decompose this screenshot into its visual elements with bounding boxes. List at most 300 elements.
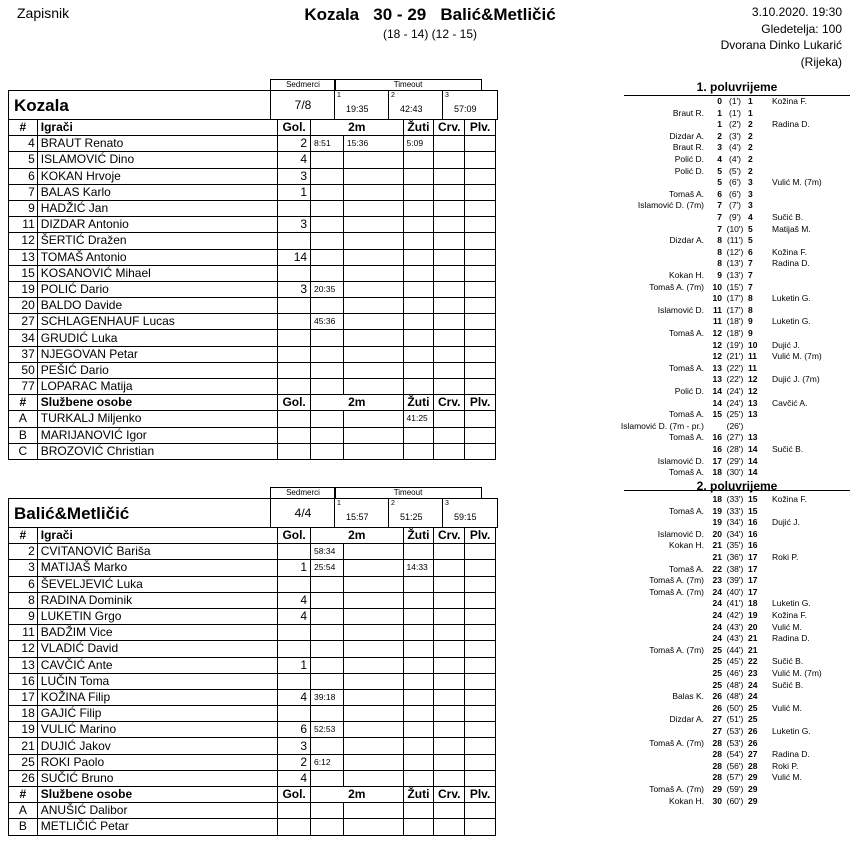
player-row [9, 298, 496, 314]
player-suspension-2 [343, 641, 403, 657]
col-number-header: # [9, 395, 38, 411]
home-score: 26 [712, 691, 722, 702]
home-score: 12 [712, 339, 722, 350]
team-header-box [8, 498, 498, 528]
event-minute: (33') [726, 494, 744, 504]
player-row [9, 673, 496, 689]
player-red [434, 770, 465, 786]
player-name: NJEGOVAN Petar [37, 346, 277, 362]
player-row [9, 689, 496, 705]
player-row [9, 152, 496, 168]
event-minute: (19') [726, 339, 744, 350]
player-suspension-2 [343, 625, 403, 641]
player-suspension-1 [311, 233, 344, 249]
player-suspension-1 [311, 200, 344, 216]
player-number: 13 [9, 249, 38, 265]
away-score: 3 [748, 188, 753, 199]
goal-event [624, 374, 850, 385]
player-name: BALDO Davide [37, 298, 277, 314]
player-suspension-1 [311, 168, 344, 184]
player-blue [465, 657, 496, 673]
home-score: 22 [712, 563, 722, 574]
player-blue [465, 217, 496, 233]
team-name: Balić&Metličić [14, 504, 130, 523]
sevens-label: Sedmerci [270, 79, 336, 90]
col-blue-header: Plv. [465, 787, 496, 803]
player-number: 17 [9, 689, 38, 705]
timeout-time: 15:57 [346, 512, 369, 522]
player-row [9, 249, 496, 265]
player-suspension-1 [311, 217, 344, 233]
player-yellow [403, 689, 434, 705]
player-suspension-2 [343, 770, 403, 786]
event-minute: (17') [726, 304, 744, 315]
match-info [721, 4, 842, 70]
timeout-time: 51:25 [400, 512, 423, 522]
timeout-divider [388, 91, 389, 119]
event-minute: (12') [726, 246, 744, 257]
player-number: 8 [9, 592, 38, 608]
home-scorer: Kokan H. [669, 270, 704, 280]
away-score: 23 [748, 668, 758, 678]
player-row [9, 379, 496, 395]
player-name: ŠEVELJEVIĆ Luka [37, 576, 277, 592]
home-score: 18 [712, 494, 722, 504]
home-score: 28 [712, 772, 722, 783]
player-goals [278, 576, 311, 592]
event-minute: (4') [728, 154, 741, 164]
player-red [434, 265, 465, 281]
player-number: 12 [9, 233, 38, 249]
player-blue [465, 689, 496, 705]
player-suspension-2 [343, 560, 403, 576]
player-suspension-2 [343, 184, 403, 200]
event-minute: (44') [726, 644, 744, 655]
goal-event [624, 409, 850, 420]
player-number: 7 [9, 184, 38, 200]
away-score: 15 [748, 505, 758, 516]
player-number: 27 [9, 314, 38, 330]
sevens-value: 7/8 [294, 98, 312, 112]
away-score: 12 [748, 386, 758, 396]
event-minute: (53') [726, 726, 744, 736]
official-suspension-2 [343, 411, 403, 427]
col-2min-header: 2m [311, 120, 403, 136]
player-number: 6 [9, 168, 38, 184]
home-scorer: Kokan H. [669, 795, 704, 806]
player-name: LUKETIN Grgo [37, 608, 277, 624]
official-suspension-2 [343, 427, 403, 443]
player-yellow: 14:33 [403, 560, 434, 576]
home-score: 24 [712, 598, 722, 609]
player-blue [465, 200, 496, 216]
player-number: 50 [9, 362, 38, 378]
player-number: 20 [9, 298, 38, 314]
city: (Rijeka) [800, 54, 842, 69]
away-score: 13 [748, 409, 758, 420]
event-minute: (28') [726, 444, 744, 454]
player-name: BALAS Karlo [37, 184, 277, 200]
away-score: 9 [748, 328, 753, 338]
col-yellow-header: Žuti [403, 787, 434, 803]
player-goals: 2 [278, 754, 311, 770]
player-yellow [403, 673, 434, 689]
player-row [9, 722, 496, 738]
goal-event [624, 552, 850, 563]
player-suspension-2 [343, 576, 403, 592]
team-header-box [8, 90, 498, 120]
col-name-header: Igrači [37, 528, 277, 544]
event-minute: (50') [726, 702, 744, 713]
official-blue [465, 819, 496, 835]
player-yellow [403, 152, 434, 168]
sevens-value: 4/4 [294, 506, 312, 520]
player-goals [278, 346, 311, 362]
away-score: 3 [748, 177, 753, 188]
away-score: 13 [748, 397, 758, 408]
away-score: 24 [748, 679, 758, 690]
player-number: 77 [9, 379, 38, 395]
away-scorer: Vulić M. [772, 621, 802, 632]
away-scorer: Radina D. [772, 258, 810, 269]
goal-event [624, 772, 850, 783]
player-red [434, 657, 465, 673]
player-row [9, 625, 496, 641]
away-score: 2 [748, 165, 753, 176]
official-goals [278, 803, 311, 819]
player-suspension-1: 45:36 [311, 314, 344, 330]
player-number: 21 [9, 738, 38, 754]
player-goals [278, 706, 311, 722]
event-minute: (48') [726, 691, 744, 702]
home-score: 25 [712, 644, 722, 655]
goal-event [624, 444, 850, 455]
player-yellow [403, 722, 434, 738]
goal-event [624, 166, 850, 177]
goal-event [624, 494, 850, 505]
event-minute: (54') [726, 749, 744, 760]
event-minute: (26') [726, 420, 744, 431]
official-goals [278, 411, 311, 427]
player-suspension-1 [311, 330, 344, 346]
player-row [9, 217, 496, 233]
player-number: 2 [9, 544, 38, 560]
event-minute: (57') [726, 772, 744, 783]
official-row [9, 803, 496, 819]
away-scorer: Matijaš M. [772, 223, 811, 234]
home-score: 3 [717, 142, 722, 153]
half-scores: (18 - 14) (12 - 15) [382, 27, 478, 41]
official-goals [278, 819, 311, 835]
player-goals [278, 379, 311, 395]
player-row [9, 608, 496, 624]
goal-event [624, 96, 850, 107]
player-name: POLIĆ Dario [37, 281, 277, 297]
home-score: 13 [712, 362, 722, 373]
player-goals [278, 362, 311, 378]
goal-event [624, 351, 850, 362]
away-scorer: Dujić J. [772, 339, 800, 350]
official-letter: B [9, 427, 38, 443]
official-red [434, 443, 465, 459]
away-scorer: Luketin G. [772, 293, 811, 304]
player-red [434, 560, 465, 576]
home-score: 0 [717, 96, 722, 106]
player-blue [465, 706, 496, 722]
event-minute: (1') [728, 96, 741, 106]
home-score: 30 [712, 795, 722, 806]
event-minute: (10') [726, 223, 744, 234]
home-scorer: Dizdar A. [669, 235, 704, 246]
player-suspension-2 [343, 379, 403, 395]
first-half-heading: 1. poluvrijeme [696, 80, 778, 94]
away-scorer: Sučić B. [772, 656, 804, 667]
home-scorer: Polić D. [674, 154, 704, 164]
event-minute: (13') [726, 270, 744, 280]
home-score: 10 [712, 293, 722, 304]
event-minute: (11') [726, 235, 744, 246]
player-yellow: 5:09 [403, 136, 434, 152]
away-score: 21 [748, 644, 758, 655]
timeout-number: 2 [391, 500, 395, 507]
player-suspension-1 [311, 249, 344, 265]
player-number: 16 [9, 673, 38, 689]
event-minute: (30') [726, 467, 744, 478]
player-blue [465, 544, 496, 560]
event-minute: (53') [726, 737, 744, 748]
player-goals: 3 [278, 281, 311, 297]
official-name: TURKALJ Miljenko [37, 411, 277, 427]
player-red [434, 200, 465, 216]
home-score: 19 [712, 505, 722, 516]
player-red [434, 281, 465, 297]
home-scorer: Islamović D. [657, 304, 704, 315]
home-scorer: Balas K. [672, 691, 704, 702]
away-scorer: Radina D. [772, 749, 810, 760]
away-score: 2 [748, 130, 753, 141]
player-red [434, 625, 465, 641]
away-score: 28 [748, 760, 758, 771]
col-blue-header: Plv. [465, 120, 496, 136]
official-letter: C [9, 443, 38, 459]
player-yellow [403, 217, 434, 233]
goal-event [624, 340, 850, 351]
player-number: 19 [9, 722, 38, 738]
col-2min-header: 2m [311, 395, 403, 411]
col-number-header: # [9, 528, 38, 544]
away-score: 21 [748, 633, 758, 644]
away-scorer: Roki P. [772, 552, 799, 562]
goal-event [624, 598, 850, 609]
player-name: VLADIĆ David [37, 641, 277, 657]
away-team-title: Balić&Metličić [440, 5, 556, 24]
official-suspension-1 [311, 443, 344, 459]
event-minute: (6') [728, 188, 741, 199]
away-score: 8 [748, 293, 753, 304]
player-suspension-1 [311, 379, 344, 395]
player-goals: 14 [278, 249, 311, 265]
player-blue [465, 673, 496, 689]
player-goals [278, 233, 311, 249]
event-minute: (15') [726, 281, 744, 292]
away-scorer: Vulić M. (7m) [772, 177, 822, 188]
timeout-time: 59:15 [454, 512, 477, 522]
away-scorer: Kožina F. [772, 246, 807, 257]
officials-header-row [9, 787, 496, 803]
player-blue [465, 379, 496, 395]
away-score: 27 [748, 749, 758, 760]
player-suspension-2 [343, 152, 403, 168]
away-score: 4 [748, 212, 753, 222]
goal-event [624, 432, 850, 443]
away-scorer: Vulić M. (7m) [772, 351, 822, 362]
goal-event [624, 610, 850, 621]
player-red [434, 673, 465, 689]
away-score: 7 [748, 281, 753, 292]
player-yellow [403, 314, 434, 330]
event-minute: (38') [726, 563, 744, 574]
event-minute: (35') [726, 540, 744, 551]
player-suspension-1 [311, 265, 344, 281]
event-minute: (24') [726, 397, 744, 408]
player-suspension-1 [311, 576, 344, 592]
player-yellow [403, 249, 434, 265]
player-goals [278, 200, 311, 216]
home-score: 11 [713, 304, 722, 315]
goal-event [624, 587, 850, 598]
col-red-header: Crv. [434, 395, 465, 411]
player-suspension-2 [343, 689, 403, 705]
official-name: BROZOVIĆ Christian [37, 443, 277, 459]
away-scorer: Radina D. [772, 633, 810, 644]
home-scorer: Tomaš A. (7m) [649, 281, 704, 292]
player-blue [465, 184, 496, 200]
player-yellow [403, 298, 434, 314]
home-score: 4 [717, 154, 722, 164]
player-number: 9 [9, 200, 38, 216]
event-minute: (29') [726, 455, 744, 466]
official-row [9, 411, 496, 427]
player-goals: 4 [278, 152, 311, 168]
sevens-label: Sedmerci [270, 487, 336, 498]
event-minute: (17') [726, 293, 744, 304]
player-yellow [403, 754, 434, 770]
official-blue [465, 443, 496, 459]
player-goals [278, 673, 311, 689]
official-name: ANUŠIĆ Dalibor [37, 803, 277, 819]
event-minute: (51') [726, 714, 744, 725]
player-blue [465, 346, 496, 362]
event-minute: (22') [726, 374, 744, 385]
match-title [280, 5, 580, 25]
away-score: 2 [748, 119, 753, 130]
home-score: 23 [712, 575, 722, 586]
goal-event [624, 714, 850, 725]
away-score: 25 [748, 714, 758, 725]
player-name: KOŽINA Filip [37, 689, 277, 705]
official-letter: A [9, 803, 38, 819]
player-name: PEŠIĆ Dario [37, 362, 277, 378]
player-red [434, 706, 465, 722]
player-red [434, 152, 465, 168]
goal-event [624, 386, 850, 397]
player-red [434, 592, 465, 608]
player-blue [465, 314, 496, 330]
away-score: 13 [748, 432, 758, 443]
timeout-time: 57:09 [454, 104, 477, 114]
event-minute: (9') [728, 212, 741, 222]
player-yellow [403, 184, 434, 200]
home-score: 5 [717, 165, 722, 176]
event-minute: (34') [726, 528, 744, 539]
player-suspension-1 [311, 625, 344, 641]
timeout-time: 19:35 [346, 104, 369, 114]
home-score: 13 [712, 374, 722, 385]
timeout-divider [442, 91, 443, 119]
player-row [9, 544, 496, 560]
home-scorer: Tomaš A. [669, 328, 704, 338]
player-suspension-1 [311, 608, 344, 624]
player-blue [465, 249, 496, 265]
player-name: LUČIN Toma [37, 673, 277, 689]
away-score: 17 [748, 575, 758, 586]
away-scorer: Dujić J. (7m) [772, 374, 820, 385]
goal-event [624, 726, 850, 737]
player-row [9, 641, 496, 657]
match-header [280, 5, 580, 41]
event-minute: (22') [726, 362, 744, 373]
away-score: 15 [748, 494, 758, 504]
away-score: 8 [748, 304, 753, 315]
goal-event [624, 575, 850, 586]
away-scorer: Sučić B. [772, 212, 804, 222]
away-score: 3 [748, 200, 753, 211]
away-score: 29 [748, 772, 758, 783]
home-score: 6 [717, 188, 722, 199]
event-minute: (27') [726, 432, 744, 443]
official-row [9, 443, 496, 459]
official-blue [465, 411, 496, 427]
event-minute: (6') [728, 177, 741, 188]
player-red [434, 298, 465, 314]
player-red [434, 184, 465, 200]
goal-event [624, 398, 850, 409]
player-yellow [403, 657, 434, 673]
home-scorer: Braut R. [672, 142, 704, 153]
player-red [434, 362, 465, 378]
goal-event [624, 305, 850, 316]
player-suspension-2 [343, 738, 403, 754]
timeout-number: 2 [391, 92, 395, 99]
player-yellow [403, 330, 434, 346]
player-name: HADŽIĆ Jan [37, 200, 277, 216]
home-scorer: Tomaš A. [669, 409, 704, 420]
col-name-header: Igrači [37, 120, 277, 136]
player-suspension-1 [311, 298, 344, 314]
col-yellow-header: Žuti [403, 395, 434, 411]
player-number: 12 [9, 641, 38, 657]
home-score: 25 [712, 679, 722, 690]
player-red [434, 722, 465, 738]
away-score: 5 [748, 235, 753, 246]
official-letter: A [9, 411, 38, 427]
event-minute: (40') [726, 586, 744, 597]
goal-event [624, 235, 850, 246]
player-suspension-2: 15:36 [343, 136, 403, 152]
player-suspension-2 [343, 592, 403, 608]
player-name: VULIĆ Marino [37, 722, 277, 738]
player-suspension-1 [311, 706, 344, 722]
